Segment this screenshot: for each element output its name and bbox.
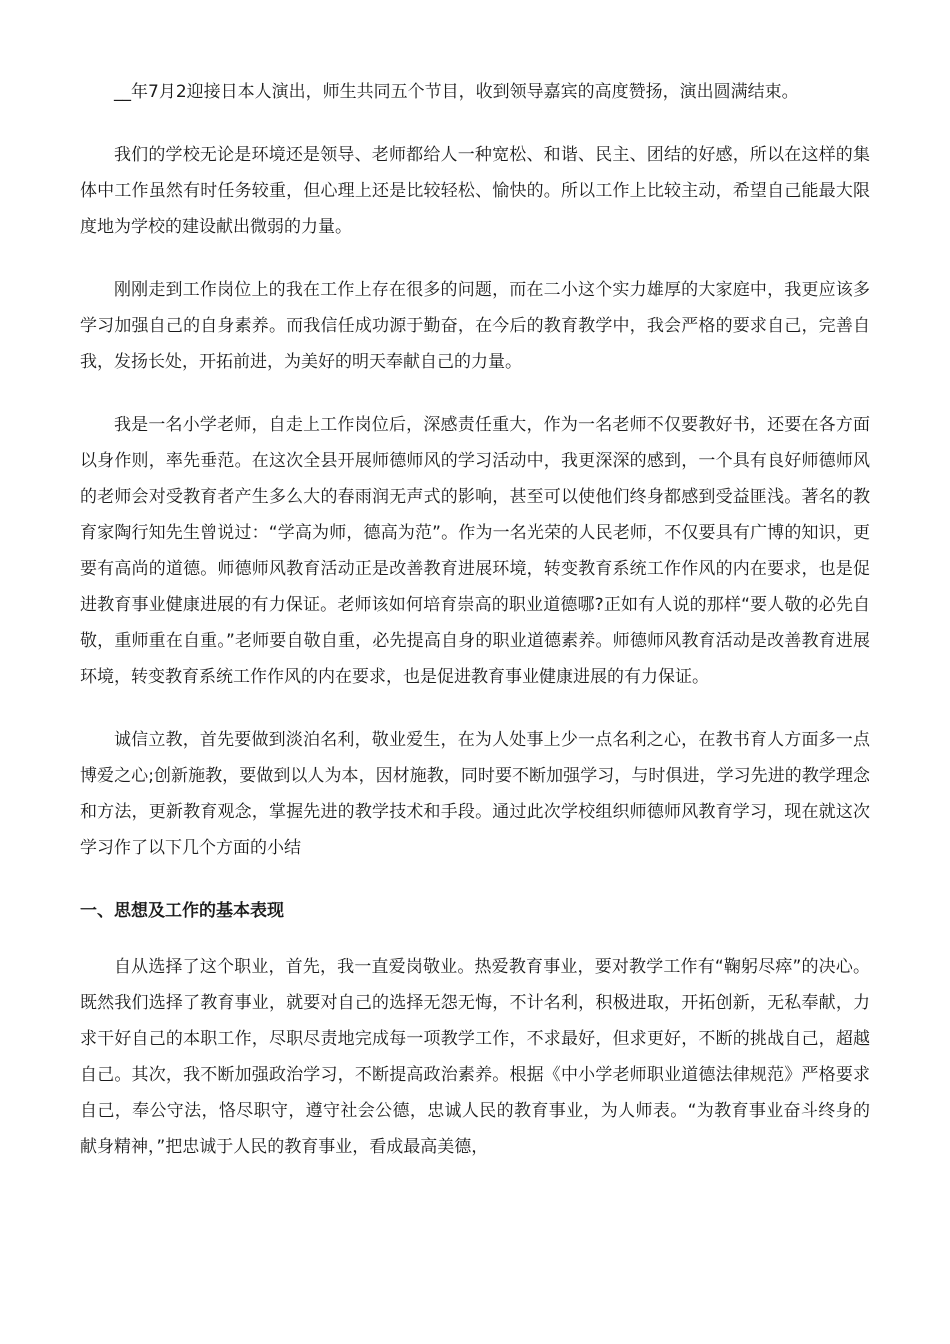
paragraph-school-environment: 我们的学校无论是环境还是领导、老师都给人一种宽松、和谐、民主、团结的好感，所以在这样的集体中工作虽然有时任务较重，但心理上还是比较轻松、愉快的。所以工作上比较主动，希望自己能最大限度地为学校的建设献出微弱的力量。 bbox=[80, 145, 870, 237]
paragraph-dedication: 自从选择了这个职业，首先，我一直爱岗敬业。热爱教育事业，要对教学工作有“鞠躬尽瘁”的决心。既然我们选择了教育事业，就要对自己的选择无怨无悔，不计名利，积极进取，开拓创新，无私奉献，力求干好自己的本职工作，尽职尽责地完成每一项教学工作，不求最好，但求更好，不断的挑战自己，超越自己。其次，我不断加强政治学习，不断提高政治素养。根据《中小学老师职业道德法律规范》严格要求自己，奉公守法，恪尽职守，遵守社会公德，忠诚人民的教育事业，为人师表。“为教育事业奋斗终身的献身精神，”把忠诚于人民的教育事业，看成最高美德， bbox=[80, 957, 870, 1157]
paragraph-new-teacher: 刚刚走到工作岗位上的我在工作上存在很多的问题，而在二小这个实力雄厚的大家庭中，我更应该多学习加强自己的自身素养。而我信任成功源于勤奋，在今后的教育教学中，我会严格的要求自己，完善自我，发扬长处，开拓前进，为美好的明天奉献自己的力量。 bbox=[80, 280, 870, 372]
section-heading: 一、思想及工作的基本表现 bbox=[80, 901, 284, 921]
document-body bbox=[80, 74, 870, 1192]
paragraph-integrity-teaching: 诚信立教，首先要做到淡泊名利，敬业爱生，在为人处事上少一点名利之心，在教书育人方面多一点博爱之心;创新施教，要做到以人为本，因材施教，同时要不断加强学习，与时俱进，学习先进的教学理念和方法，更新教育观念，掌握先进的教学技术和手段。通过此次学校组织师德师风教育学习，现在就这次学习作了以下几个方面的小结 bbox=[80, 730, 870, 858]
paragraph-performance: __年7月2迎接日本人演出，师生共同五个节目，收到领导嘉宾的高度赞扬，演出圆满结束。 bbox=[114, 82, 799, 102]
paragraph-teacher-ethics: 我是一名小学老师，自走上工作岗位后，深感责任重大，作为一名老师不仅要教好书，还要在各方面以身作则，率先垂范。在这次全县开展师德师风的学习活动中，我更深深的感到，一个具有良好师德师风的老师会对受教育者产生多么大的春雨润无声式的影响，甚至可以使他们终身都感到受益匪浅。著名的教育家陶行知先生曾说过：“学高为师，德高为范”。作为一名光荣的人民老师，不仅要具有广博的知识，更要有高尚的道德。师德师风教育活动正是改善教育进展环境，转变教育系统工作作风的内在要求，也是促进教育事业健康进展的有力保证。老师该如何培育崇高的职业道德哪?正如有人说的那样“要人敬的必先自敬，重师重在自重。”老师要自敬自重，必先提高自身的职业道德素养。师德师风教育活动是改善教育进展环境，转变教育系统工作作风的内在要求，也是促进教育事业健康进展的有力保证。 bbox=[80, 415, 870, 687]
